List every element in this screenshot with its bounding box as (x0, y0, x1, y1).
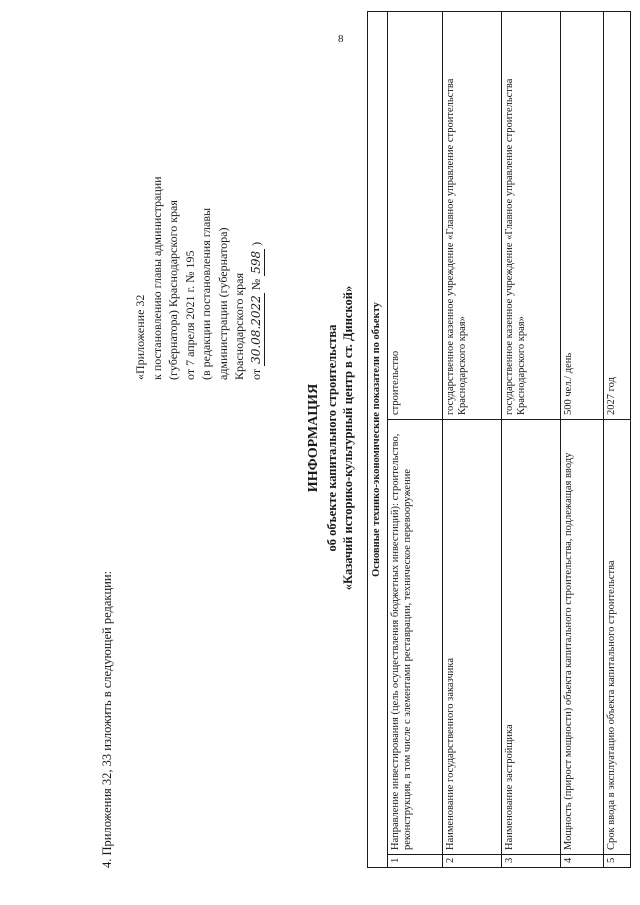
table-row (603, 12, 630, 868)
appendix-line: «Приложение 32 (133, 294, 147, 380)
appendix-date-line (248, 110, 266, 380)
appendix-line: (губернатора) Краснодарского края (166, 200, 180, 380)
table-row (501, 12, 560, 868)
row-number: 1 (387, 855, 442, 868)
row-number: 3 (501, 855, 560, 868)
row-number: 2 (442, 855, 501, 868)
row-value: 500 чел./ день (560, 12, 603, 420)
appendix-block (132, 110, 265, 380)
table-row (387, 12, 442, 868)
row-label: Наименование застройщика (501, 420, 560, 855)
close-paren: ) (248, 241, 263, 246)
appendix-line: Краснодарского края (232, 272, 246, 380)
date-prefix: от (248, 368, 263, 380)
appendix-line: администрации (губернатора) (215, 227, 230, 380)
row-value: строительство (387, 12, 442, 420)
row-label: Наименование государственного заказчика (442, 420, 501, 855)
appendix-line: от 7 апреля 2021 г. № 195 (182, 250, 197, 380)
row-label: Направление инвестирования (цель осуществления бюджетных инвестиций): строительство, реконструкция, в том числе с элементами реставрации, техническое перевооружение (387, 420, 442, 855)
table-row (442, 12, 501, 868)
number-prefix: № (248, 278, 263, 291)
page-number: 8 (338, 33, 344, 45)
table-row (560, 12, 603, 868)
row-number: 5 (603, 855, 630, 868)
handwritten-number: 598 (248, 249, 266, 276)
row-label: Срок ввода в эксплуатацию объекта капитального строительства (603, 420, 630, 855)
intro-text: 4. Приложения 32, 33 изложить в следующей редакции: (100, 571, 114, 868)
object-name: «Казачий историко-культурный центр в ст. Динской» (341, 285, 355, 591)
table-header-row (368, 12, 388, 868)
row-value: 2027 год (603, 12, 630, 420)
appendix-line: (в редакции постановления главы (199, 207, 213, 380)
row-label: Мощность (прирост мощности) объекта капитального строительства, подлежащая вводу (560, 420, 603, 855)
info-title: ИНФОРМАЦИЯ (306, 383, 321, 493)
row-value: государственное казенное учреждение «Главное управление строительства Краснодарского края» (501, 12, 560, 420)
row-value: государственное казенное учреждение «Главное управление строительства Краснодарского края» (442, 12, 501, 420)
indicators-table (367, 11, 631, 868)
handwritten-date: 30.08.2022 (248, 293, 266, 366)
info-subtitle: об объекте капитального строительства (325, 324, 339, 552)
rotated-page-content (0, 8, 640, 868)
row-number: 4 (560, 855, 603, 868)
table-header: Основные технико-экономические показатели по объекту (368, 12, 388, 868)
appendix-line: к постановлению главы администрации (149, 176, 164, 380)
